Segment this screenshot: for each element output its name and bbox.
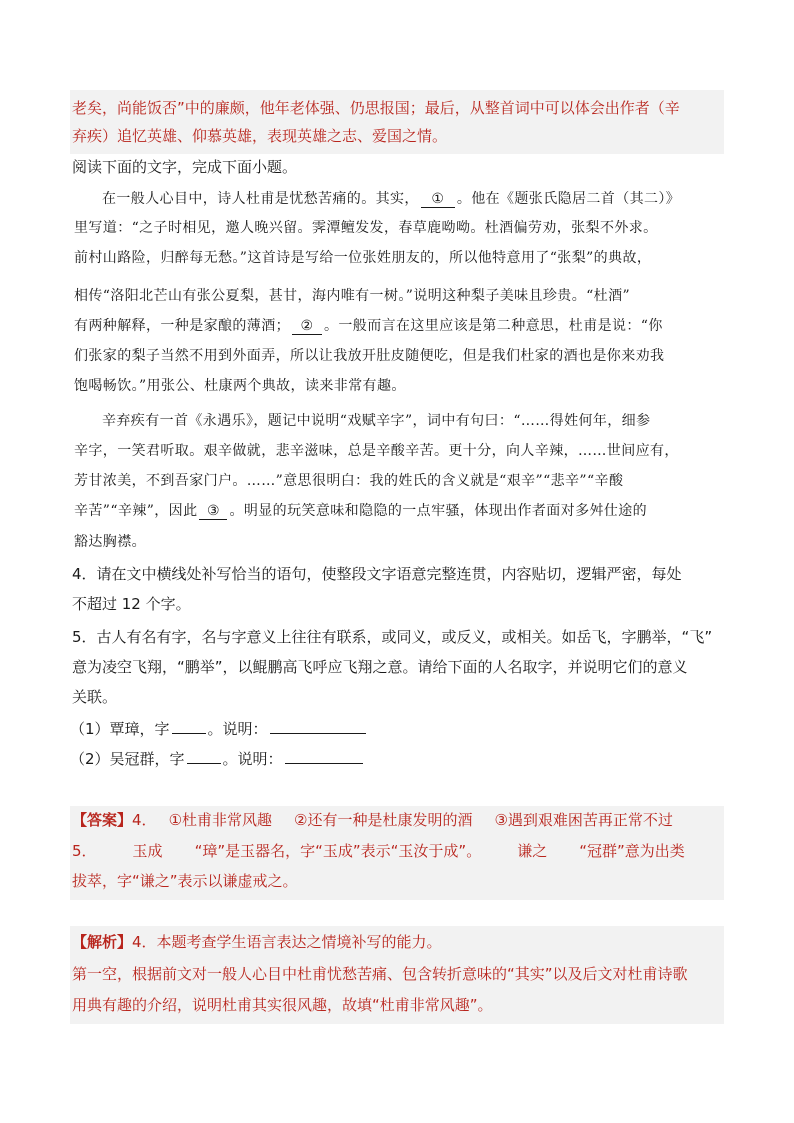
analysis-tag: 【解析】 (72, 933, 133, 951)
question-5-line-2: 意为凌空飞翔，“鹏举”，以鲲鹏高飞呼应飞翔之意。请给下面的人名取字，并说明它们的意义 (72, 658, 688, 676)
passage-line: 辛字，一笑君听取。艰辛做就，悲辛滋味，总是辛酸辛苦。更十分，向人辛辣，……世间应有， (74, 443, 679, 459)
passage-line: 们张家的梨子当然不用到外面弄，所以让我放开肚皮随便吃，但是我们杜家的酒也是你来劝我 (74, 348, 665, 364)
answer-line-1: 【答案】4． ①杜甫非常风趣 ②还有一种是杜康发明的酒 ③遇到艰难困苦再正常不过 (72, 811, 673, 829)
blank-1: ① (421, 191, 455, 208)
question-4-line-1: 4．请在文中横线处补写恰当的语句，使整段文字语意完整连贯，内容贴切，逻辑严密，每处 (72, 565, 682, 583)
analysis-line-3: 用典有趣的介绍，说明杜甫其实很风趣，故填“杜甫非常风趣”。 (72, 996, 493, 1014)
answer-blank[interactable] (187, 749, 221, 764)
passage-line: 相传“洛阳北芒山有张公夏梨，甚甘，海内唯有一树。”说明这种梨子美味且珍贵。“杜酒” (74, 288, 631, 304)
blank-2: ② (292, 318, 322, 335)
passage-line: 饱喝畅饮。”用张公、杜康两个典故，读来非常有趣。 (74, 378, 406, 394)
answer-continued-line-2: 弃疾）追忆英雄、仰慕英雄，表现英雄之志、爱国之情。 (72, 127, 448, 145)
passage-line: 豁达胸襟。 (74, 534, 146, 550)
passage-line: 辛苦”“辛辣”，因此 ③ 。明显的玩笑意味和隐隐的一点牢骚，体现出作者面对多舛仕途的 (74, 503, 648, 519)
passage-line: 辛弃疾有一首《永遇乐》，题记中说明“戏赋辛字”，词中有句曰：“……得姓何年，细参 (102, 413, 651, 429)
passage-line: 有两种解释，一种是家酿的薄酒； ② 。一般而言在这里应该是第二种意思，杜甫是说：“你 (74, 318, 663, 334)
answer-blank[interactable] (285, 749, 363, 764)
answer-blank[interactable] (270, 719, 366, 734)
passage-line: 里写道：“之子时相见，邀人晚兴留。霁潭鳣发发，春草鹿呦呦。杜酒偏劳劝，张梨不外求。 (74, 220, 658, 236)
answer-blank[interactable] (172, 719, 206, 734)
question-5-line-3: 关联。 (72, 688, 118, 706)
passage-line: 在一般人心目中，诗人杜甫是忧愁苦痛的。其实， ① 。他在《题张氏隐居二首（其二）》 (102, 191, 681, 207)
answer-line-3: 拔萃，字“谦之”表示以谦虚戒之。 (72, 872, 298, 890)
reading-intro: 阅读下面的文字，完成下面小题。 (72, 158, 298, 176)
blank-3: ③ (199, 503, 227, 520)
passage-line: 前村山路险，归醉每无愁。”这首诗是写给一位张姓朋友的，所以他特意用了“张梨”的典故， (74, 250, 652, 266)
passage-line: 芳甘浓美，不到吾家门户。……”意思很明白：我的姓氏的含义就是“艰辛”“悲辛”“辛酸 (74, 473, 624, 489)
answer-line-2: 5． 玉成 “璋”是玉器名，字“玉成”表示“玉汝于成”。 谦之 “冠群”意为出类 (72, 842, 685, 860)
answer-tag: 【答案】 (72, 811, 133, 829)
question-5-line-1: 5．古人有名有字，名与字意义上往往有联系，或同义，或反义，或相关。如岳飞，字鹏举，“飞” (72, 628, 713, 646)
answer-continued-line-1: 老矣，尚能饭否”中的廉颇，他年老体强、仍思报国；最后，从整首词中可以体会出作者（辛 (72, 99, 680, 117)
analysis-line-1: 【解析】4．本题考查学生语言表达之情境补写的能力。 (72, 933, 442, 951)
question-5-item-2: （2）吴冠群，字 。说明： (70, 749, 365, 769)
analysis-line-2: 第一空，根据前文对一般人心目中杜甫忧愁苦痛、包含转折意味的“其实”以及后文对杜甫诗歌 (72, 965, 688, 983)
question-4-line-2: 不超过 12 个字。 (72, 595, 191, 613)
question-5-item-1: （1）覃璋，字 。说明： (70, 719, 368, 739)
